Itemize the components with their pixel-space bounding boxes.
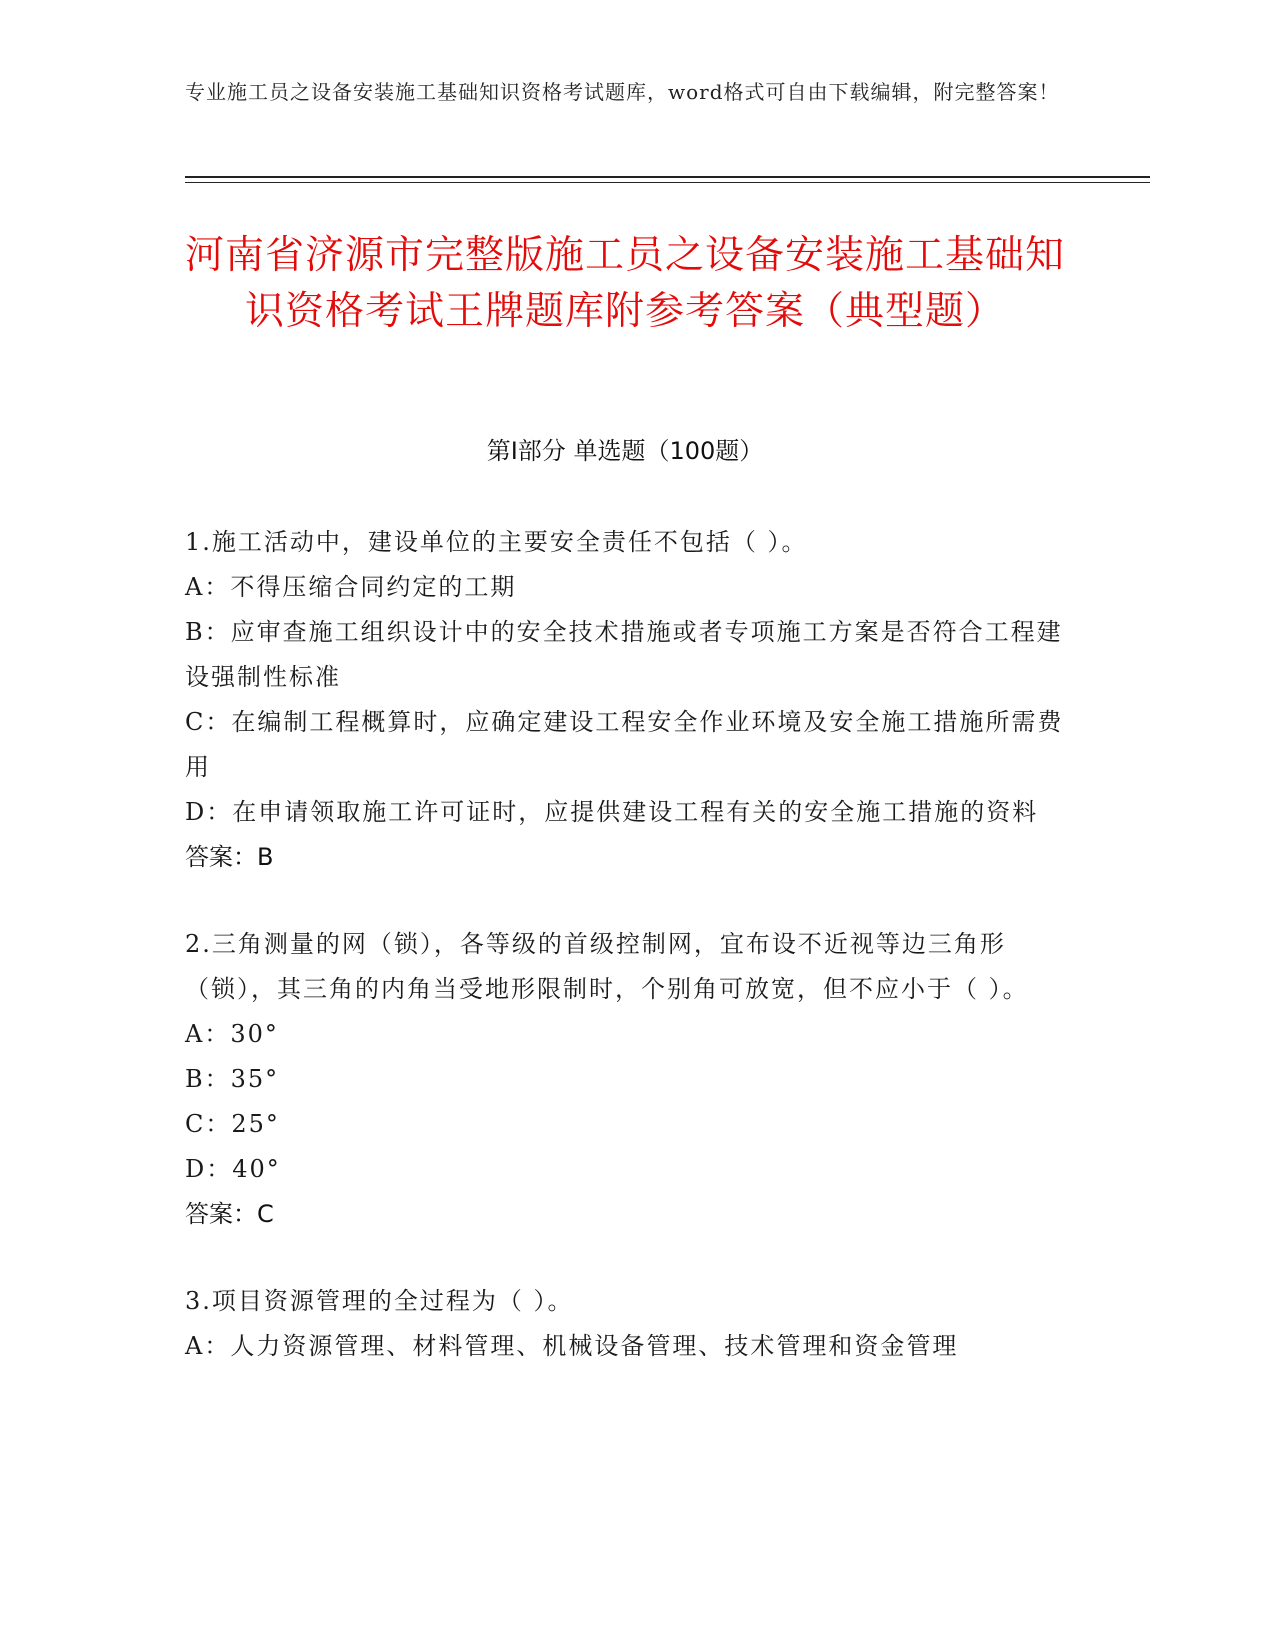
question-2	[185, 922, 1065, 1237]
option-a: A：人力资源管理、材料管理、机械设备管理、技术管理和资金管理	[185, 1332, 959, 1360]
answer: 答案：C	[185, 1200, 274, 1228]
question-list	[185, 520, 1065, 1411]
option-c: C：在编制工程概算时，应确定建设工程安全作业环境及安全施工措施所需费用	[185, 708, 1064, 781]
header-note: 专业施工员之设备安装施工基础知识资格考试题库，word格式可自由下载编辑，附完整答案！	[185, 80, 1060, 104]
option-d: D：40°	[185, 1155, 281, 1183]
question-stem: 3.项目资源管理的全过程为（ ）。	[185, 1287, 574, 1315]
question-3	[185, 1279, 1065, 1369]
option-d: D：在申请领取施工许可证时，应提供建设工程有关的安全施工措施的资料	[185, 798, 1039, 826]
section-title: 第I部分 单选题（100题）	[486, 437, 764, 465]
question-1	[185, 520, 1065, 880]
question-stem: 1.施工活动中，建设单位的主要安全责任不包括（ ）。	[185, 528, 808, 556]
answer: 答案：B	[185, 843, 274, 871]
document-title: 河南省济源市完整版施工员之设备安装施工基础知识资格考试王牌题库附参考答案（典型题）	[185, 233, 1066, 334]
option-a: A：不得压缩合同约定的工期	[185, 573, 517, 601]
question-stem: 2.三角测量的网（锁），各等级的首级控制网，宜布设不近视等边三角形（锁），其三角的内角当受地形限制时，个别角可放宽，但不应小于（ ）。	[185, 930, 1029, 1003]
header-rule-thin	[185, 182, 1150, 183]
option-c: C：25°	[185, 1110, 280, 1138]
option-b: B：35°	[185, 1065, 280, 1093]
option-a: A：30°	[185, 1020, 279, 1048]
option-b: B：应审查施工组织设计中的安全技术措施或者专项施工方案是否符合工程建设强制性标准	[185, 618, 1063, 691]
header-rule-thick	[185, 176, 1150, 178]
